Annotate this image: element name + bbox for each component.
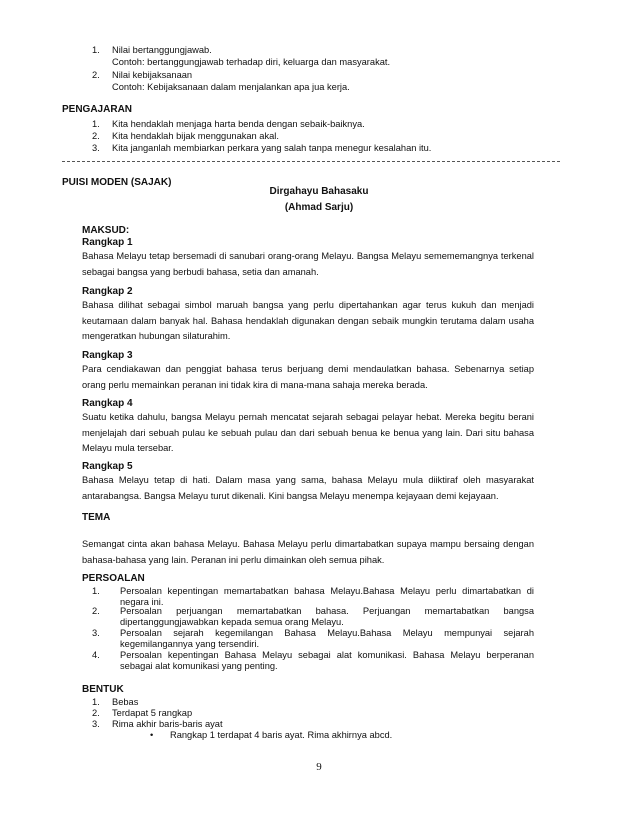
list-item — [92, 697, 392, 708]
list-text: Terdapat 5 rangkap — [112, 708, 193, 718]
section-heading: BENTUK — [82, 684, 124, 695]
list-text: Kita hendaklah menjaga harta benda dengan sebaik-baiknya. — [112, 119, 365, 129]
section-heading: PERSOALAN — [82, 573, 145, 584]
list-text: Persoalan perjuangan memartabatkan bahasa. Perjuangan memartabatkan bangsa dipertanggungjawabkan kepada semua orang Melayu. — [120, 606, 534, 627]
poem-author: (Ahmad Sarju) — [284, 202, 354, 213]
stanza-label: Rangkap 2 — [82, 286, 133, 297]
list-number: 2. — [92, 70, 100, 80]
stanza — [82, 350, 534, 393]
list-item — [92, 719, 392, 730]
stanza-text: Suatu ketika dahulu, bangsa Melayu pernah mencatat sejarah sebagai pelayar hebat. Mereka begitu berani menjelajah dari sebuah pulau ke sebuah pulau dan dari sebuah benua ke benua yang lain. Dari situ bahasa Melayu mula tersebar. — [82, 412, 534, 453]
list-item — [92, 606, 534, 628]
list-item — [92, 70, 532, 93]
bullet-icon: • — [150, 730, 154, 740]
list-item — [92, 143, 532, 154]
list-item — [92, 586, 534, 608]
poem-title: Dirgahayu Bahasaku — [269, 186, 369, 197]
list-text: Persoalan kepentingan Bahasa Melayu sebagai alat komunikasi. Bahasa Melayu berperanan sebagai alat komunikasi yang penting. — [120, 650, 534, 671]
stanza-label: Rangkap 1 — [82, 237, 133, 248]
list-item — [92, 650, 534, 672]
stanza — [82, 237, 534, 280]
list-example: Contoh: Kebijaksanaan dalam menjalankan apa jua kerja. — [112, 82, 350, 92]
list-number: 1. — [92, 697, 100, 707]
section-heading: PUISI MODEN (SAJAK) — [62, 177, 172, 188]
section-heading: MAKSUD: — [82, 225, 130, 236]
stanza-text: Bahasa Melayu tetap bersemadi di sanubari orang-orang Melayu. Bangsa Melayu semememangnya terkenal sebagai bangsa yang berbudi bahasa, setia dan amanah. — [82, 251, 534, 277]
list-number: 4. — [92, 650, 100, 660]
tema-text: Semangat cinta akan bahasa Melayu. Bahasa Melayu perlu dimartabatkan supaya mampu bersaing dengan bahasa-bahasa yang lain. Peranan ini perlu dimainkan oleh semua pihak. — [82, 539, 534, 565]
list-item — [92, 119, 532, 130]
stanza-text: Para cendiakawan dan penggiat bahasa terus berjuang demi mendaulatkan bahasa. Sebenarnya setiap orang perlu memainkan peranan ini tidak kira di mana-mana sahaja mereka berada. — [82, 364, 534, 390]
list-number: 3. — [92, 628, 100, 638]
bullet-text: Rangkap 1 terdapat 4 baris ayat. Rima akhirnya abcd. — [170, 730, 393, 740]
list-number: 1. — [92, 45, 100, 55]
stanza-text: Bahasa dilihat sebagai simbol maruah bangsa yang perlu dipertahankan agar terus kukuh dan menjadi keutamaan dalam banyak hal. Bahasa hendaklah digunakan dengan sebaik mungkin terutama dalam usaha mengeratkan hubungan silaturahim. — [82, 300, 534, 341]
page-number: 9 — [316, 761, 322, 773]
list-text: Kita janganlah membiarkan perkara yang salah tanpa menegur kesalahan itu. — [112, 143, 432, 153]
stanza-label: Rangkap 5 — [82, 461, 133, 472]
list-item — [92, 45, 532, 68]
list-example: Contoh: bertanggungjawab terhadap diri, keluarga dan masyarakat. — [112, 57, 391, 67]
stanza-label: Rangkap 4 — [82, 398, 133, 409]
list-number: 3. — [92, 143, 100, 153]
list-text: Kita hendaklah bijak menggunakan akal. — [112, 131, 279, 141]
list-number: 1. — [92, 119, 100, 129]
dashed-divider — [62, 161, 560, 162]
list-text: Rima akhir baris-baris ayat — [112, 719, 223, 729]
list-number: 2. — [92, 606, 100, 616]
list-number: 2. — [92, 708, 100, 718]
list-text: Bebas — [112, 697, 139, 707]
stanza — [82, 461, 534, 504]
list-text: Nilai bertanggungjawab. — [112, 45, 212, 55]
bullet-item — [150, 730, 510, 741]
stanza-label: Rangkap 3 — [82, 350, 133, 361]
stanza — [82, 286, 534, 345]
section-heading: PENGAJARAN — [62, 104, 133, 115]
list-number: 1. — [92, 586, 100, 596]
stanza-text: Bahasa Melayu tetap di hati. Dalam masa yang sama, bahasa Melayu mula diiktiraf oleh masyarakat antarabangsa. Bangsa Melayu turut dikenali. Kini bangsa Melayu menempa kejayaan demi kejayaan. — [82, 475, 534, 501]
list-item — [92, 708, 392, 719]
list-text: Persoalan sejarah kegemilangan Bahasa Melayu.Bahasa Melayu mempunyai sejarah kegemilangannya yang tersendiri. — [120, 628, 534, 649]
list-text: Persoalan kepentingan memartabatkan bahasa Melayu.Bahasa Melayu perlu dimartabatkan di negara ini. — [120, 586, 534, 607]
list-item — [92, 628, 534, 650]
stanza — [82, 398, 534, 457]
list-number: 3. — [92, 719, 100, 729]
list-text: Nilai kebijaksanaan — [112, 70, 193, 80]
list-item — [92, 131, 532, 142]
section-heading: TEMA — [82, 512, 111, 523]
list-number: 2. — [92, 131, 100, 141]
